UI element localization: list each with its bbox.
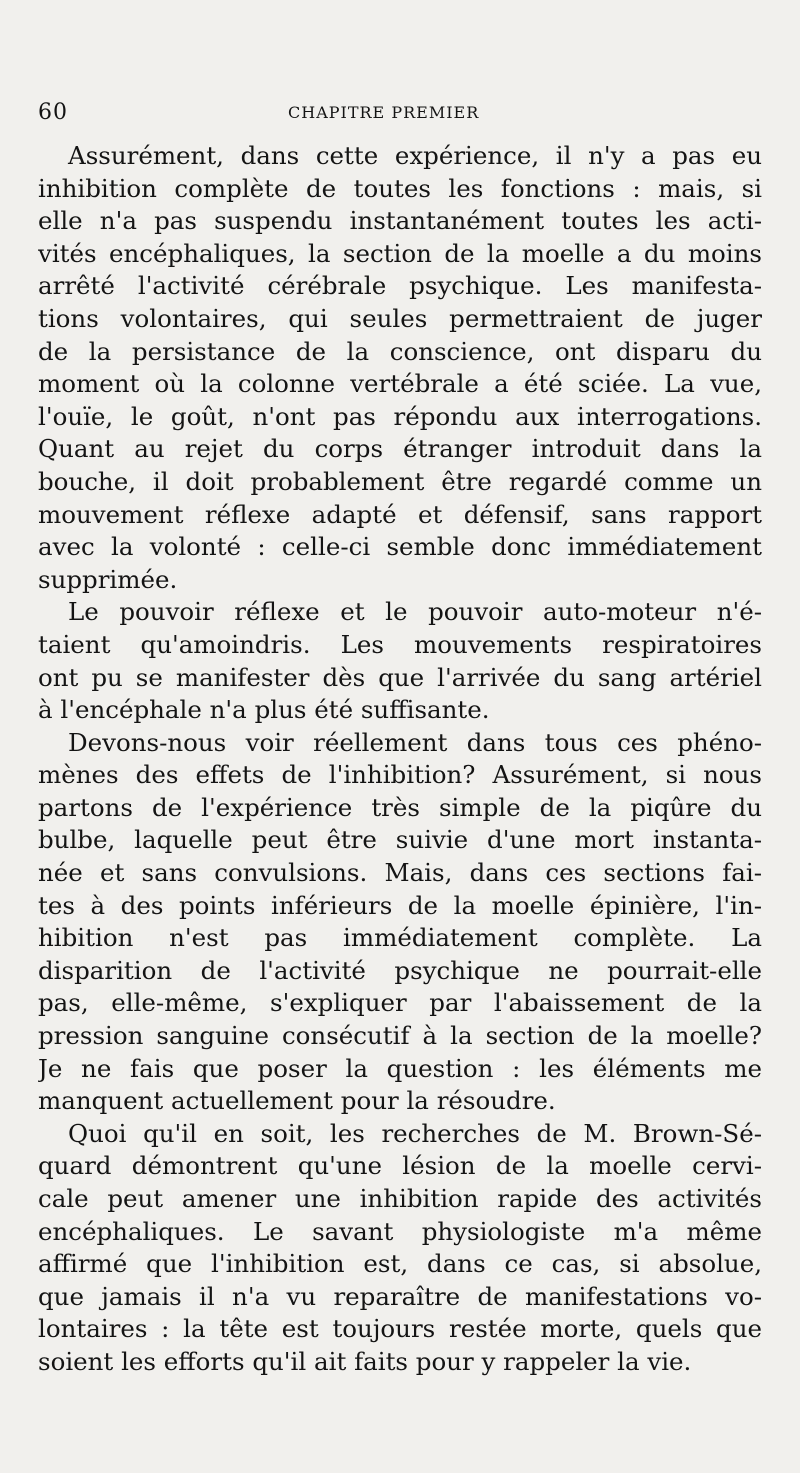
text-line: disparition de l'activité psychique ne pourrait-elle <box>38 955 762 985</box>
text-line: affirmé que l'inhibition est, dans ce cas, si absolue, <box>38 1249 762 1279</box>
text-line: mouvement réflexe adapté et défensif, sans rapport <box>38 499 762 529</box>
text-line: pas, elle-même, s'expliquer par l'abaissement de la <box>38 988 762 1018</box>
text-line: elle n'a pas suspendu instantanément toutes les acti- <box>38 206 762 236</box>
text-line: quard démontrent qu'une lésion de la moelle cervi- <box>38 1151 762 1181</box>
page-number: 60 <box>38 100 68 125</box>
text-line: soient les efforts qu'il ait faits pour y rappeler la vie. <box>38 1346 692 1376</box>
paragraph <box>38 1118 762 1379</box>
text-line: moment où la colonne vertébrale a été sciée. La vue, <box>38 369 762 399</box>
paragraph <box>38 596 762 726</box>
text-line: encéphaliques. Le savant physiologiste m'a même <box>38 1216 762 1246</box>
text-line: avec la volonté : celle-ci semble donc immédiatement <box>38 532 762 562</box>
text-line: Quant au rejet du corps étranger introduit dans la <box>38 434 762 464</box>
page-header <box>38 100 762 128</box>
text-line: pression sanguine consécutif à la section de la moelle? <box>38 1021 762 1051</box>
text-line: cale peut amener une inhibition rapide des activités <box>38 1184 762 1213</box>
text-line: Je ne fais que poser la question : les éléments me <box>38 1053 762 1083</box>
text-line: de la persistance de la conscience, ont disparu du <box>38 336 762 366</box>
text-line: bouche, il doit probablement être regardé comme un <box>38 466 762 496</box>
running-title: CHAPITRE PREMIER <box>288 103 480 122</box>
text-line: Le pouvoir réflexe et le pouvoir auto-moteur n'é- <box>68 597 762 627</box>
text-line: lontaires : la tête est toujours restée morte, quels que <box>38 1314 762 1344</box>
text-line: que jamais il n'a vu reparaître de manifestations vo- <box>38 1281 762 1311</box>
text-line: tes à des points inférieurs de la moelle épinière, l'in- <box>38 890 762 920</box>
text-line: supprimée. <box>38 564 178 594</box>
text-line: vités encéphaliques, la section de la moelle a du moins <box>38 238 762 268</box>
text-line: l'ouïe, le goût, n'ont pas répondu aux interrogations. <box>38 401 762 431</box>
text-line: Devons-nous voir réellement dans tous ces phéno- <box>68 727 762 757</box>
text-line: taient qu'amoindris. Les mouvements respiratoires <box>38 629 762 659</box>
text-line: Quoi qu'il en soit, les recherches de M. Brown-Sé- <box>68 1118 762 1148</box>
text-line: à l'encéphale n'a plus été suffisante. <box>38 695 490 725</box>
text-line: ont pu se manifester dès que l'arrivée du sang artériel <box>38 662 762 692</box>
text-line: tions volontaires, qui seules permettraient de juger <box>38 303 762 333</box>
text-line: hibition n'est pas immédiatement complète. La <box>38 923 762 953</box>
text-line: Assurément, dans cette expérience, il n'y a pas eu <box>68 141 762 170</box>
text-line: mènes des effets de l'inhibition? Assurément, si nous <box>38 760 762 790</box>
paragraph <box>38 727 762 1118</box>
text-line: manquent actuellement pour la résoudre. <box>38 1086 556 1116</box>
text-line: arrêté l'activité cérébrale psychique. Les manifesta- <box>38 271 762 301</box>
text-line: inhibition complète de toutes les fonctions : mais, si <box>38 173 762 203</box>
text-line: bulbe, laquelle peut être suivie d'une mort instanta- <box>38 825 762 855</box>
text-line: partons de l'expérience très simple de la piqûre du <box>38 792 762 822</box>
text-line: née et sans convulsions. Mais, dans ces sections fai- <box>38 858 762 888</box>
body-text <box>38 140 762 1379</box>
paragraph <box>38 140 762 596</box>
